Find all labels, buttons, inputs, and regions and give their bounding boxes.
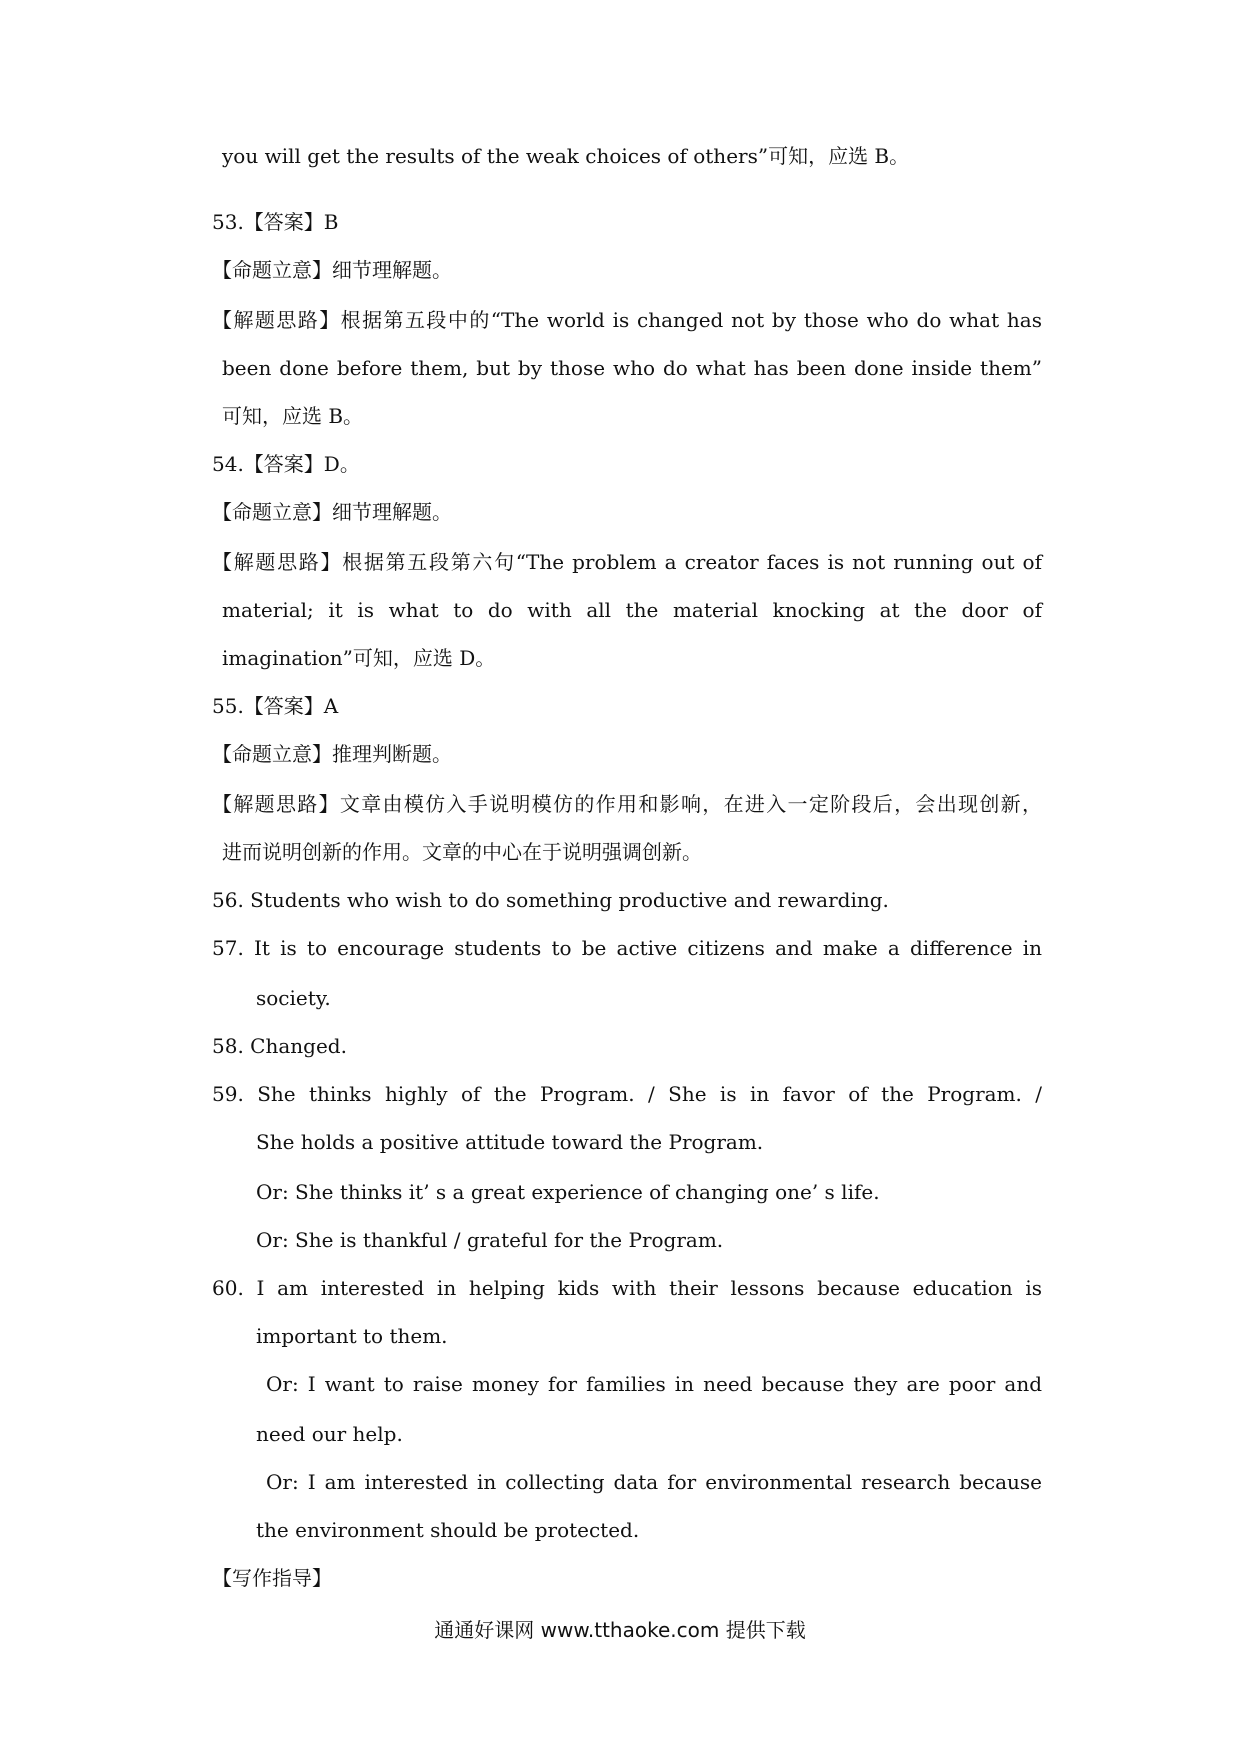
text-line: need our help.: [256, 1422, 403, 1446]
text-line: 【解题思路】根据第五段中的“The world is changed not by those who do what has: [212, 308, 1042, 332]
answer-56: 56. Students who wish to do something productive and rewarding.: [212, 888, 889, 912]
text-line: 可知，应选 B。: [222, 404, 364, 428]
text-line: you will get the results of the weak choices of others”可知，应选 B。: [222, 144, 910, 168]
text-line: 【命题立意】推理判断题。: [212, 742, 452, 766]
text-line: 【解题思路】文章由模仿入手说明模仿的作用和影响，在进入一定阶段后，会出现创新，: [212, 792, 1042, 816]
text-line: 【命题立意】细节理解题。: [212, 258, 452, 282]
answer-59: 59. She thinks highly of the Program. / She is in favor of the Program. /: [212, 1082, 1042, 1106]
text-line: Or: I want to raise money for families in need because they are poor and: [266, 1372, 1042, 1396]
text-line: the environment should be protected.: [256, 1518, 640, 1542]
footer-url-link[interactable]: www.tthaoke.com: [540, 1618, 720, 1642]
footer-suffix: 提供下载: [725, 1618, 806, 1642]
text-line: material; it is what to do with all the material knocking at the door of: [222, 598, 1042, 622]
text-line: important to them.: [256, 1324, 448, 1348]
page-footer: [0, 1616, 1240, 1644]
text-line: 进而说明创新的作用。文章的中心在于说明强调创新。: [222, 840, 702, 864]
text-line: imagination”可知，应选 D。: [222, 646, 496, 670]
answer-heading-55: 55.【答案】A: [212, 694, 339, 718]
footer-site-name: 通通好课网: [434, 1618, 535, 1642]
text-line: Or: She thinks it’ s a great experience of changing one’ s life.: [256, 1180, 880, 1204]
answer-57: 57. It is to encourage students to be active citizens and make a difference in: [212, 936, 1042, 960]
text-line: society.: [256, 986, 331, 1010]
text-line: 【解题思路】根据第五段第六句“The problem a creator faces is not running out of: [212, 550, 1042, 574]
text-line: Or: She is thankful / grateful for the Program.: [256, 1228, 724, 1252]
text-line: 【命题立意】细节理解题。: [212, 500, 452, 524]
text-line: Or: I am interested in collecting data for environmental research because: [266, 1470, 1042, 1494]
answer-60: 60. I am interested in helping kids with their lessons because education is: [212, 1276, 1042, 1300]
answer-58: 58. Changed.: [212, 1034, 347, 1058]
text-line: She holds a positive attitude toward the Program.: [256, 1130, 764, 1154]
answer-heading-54: 54.【答案】D。: [212, 452, 360, 476]
text-line: been done before them, but by those who do what has been done inside them”: [222, 356, 1042, 380]
section-heading-writing-guide: 【写作指导】: [212, 1566, 332, 1590]
answer-heading-53: 53.【答案】B: [212, 210, 339, 234]
